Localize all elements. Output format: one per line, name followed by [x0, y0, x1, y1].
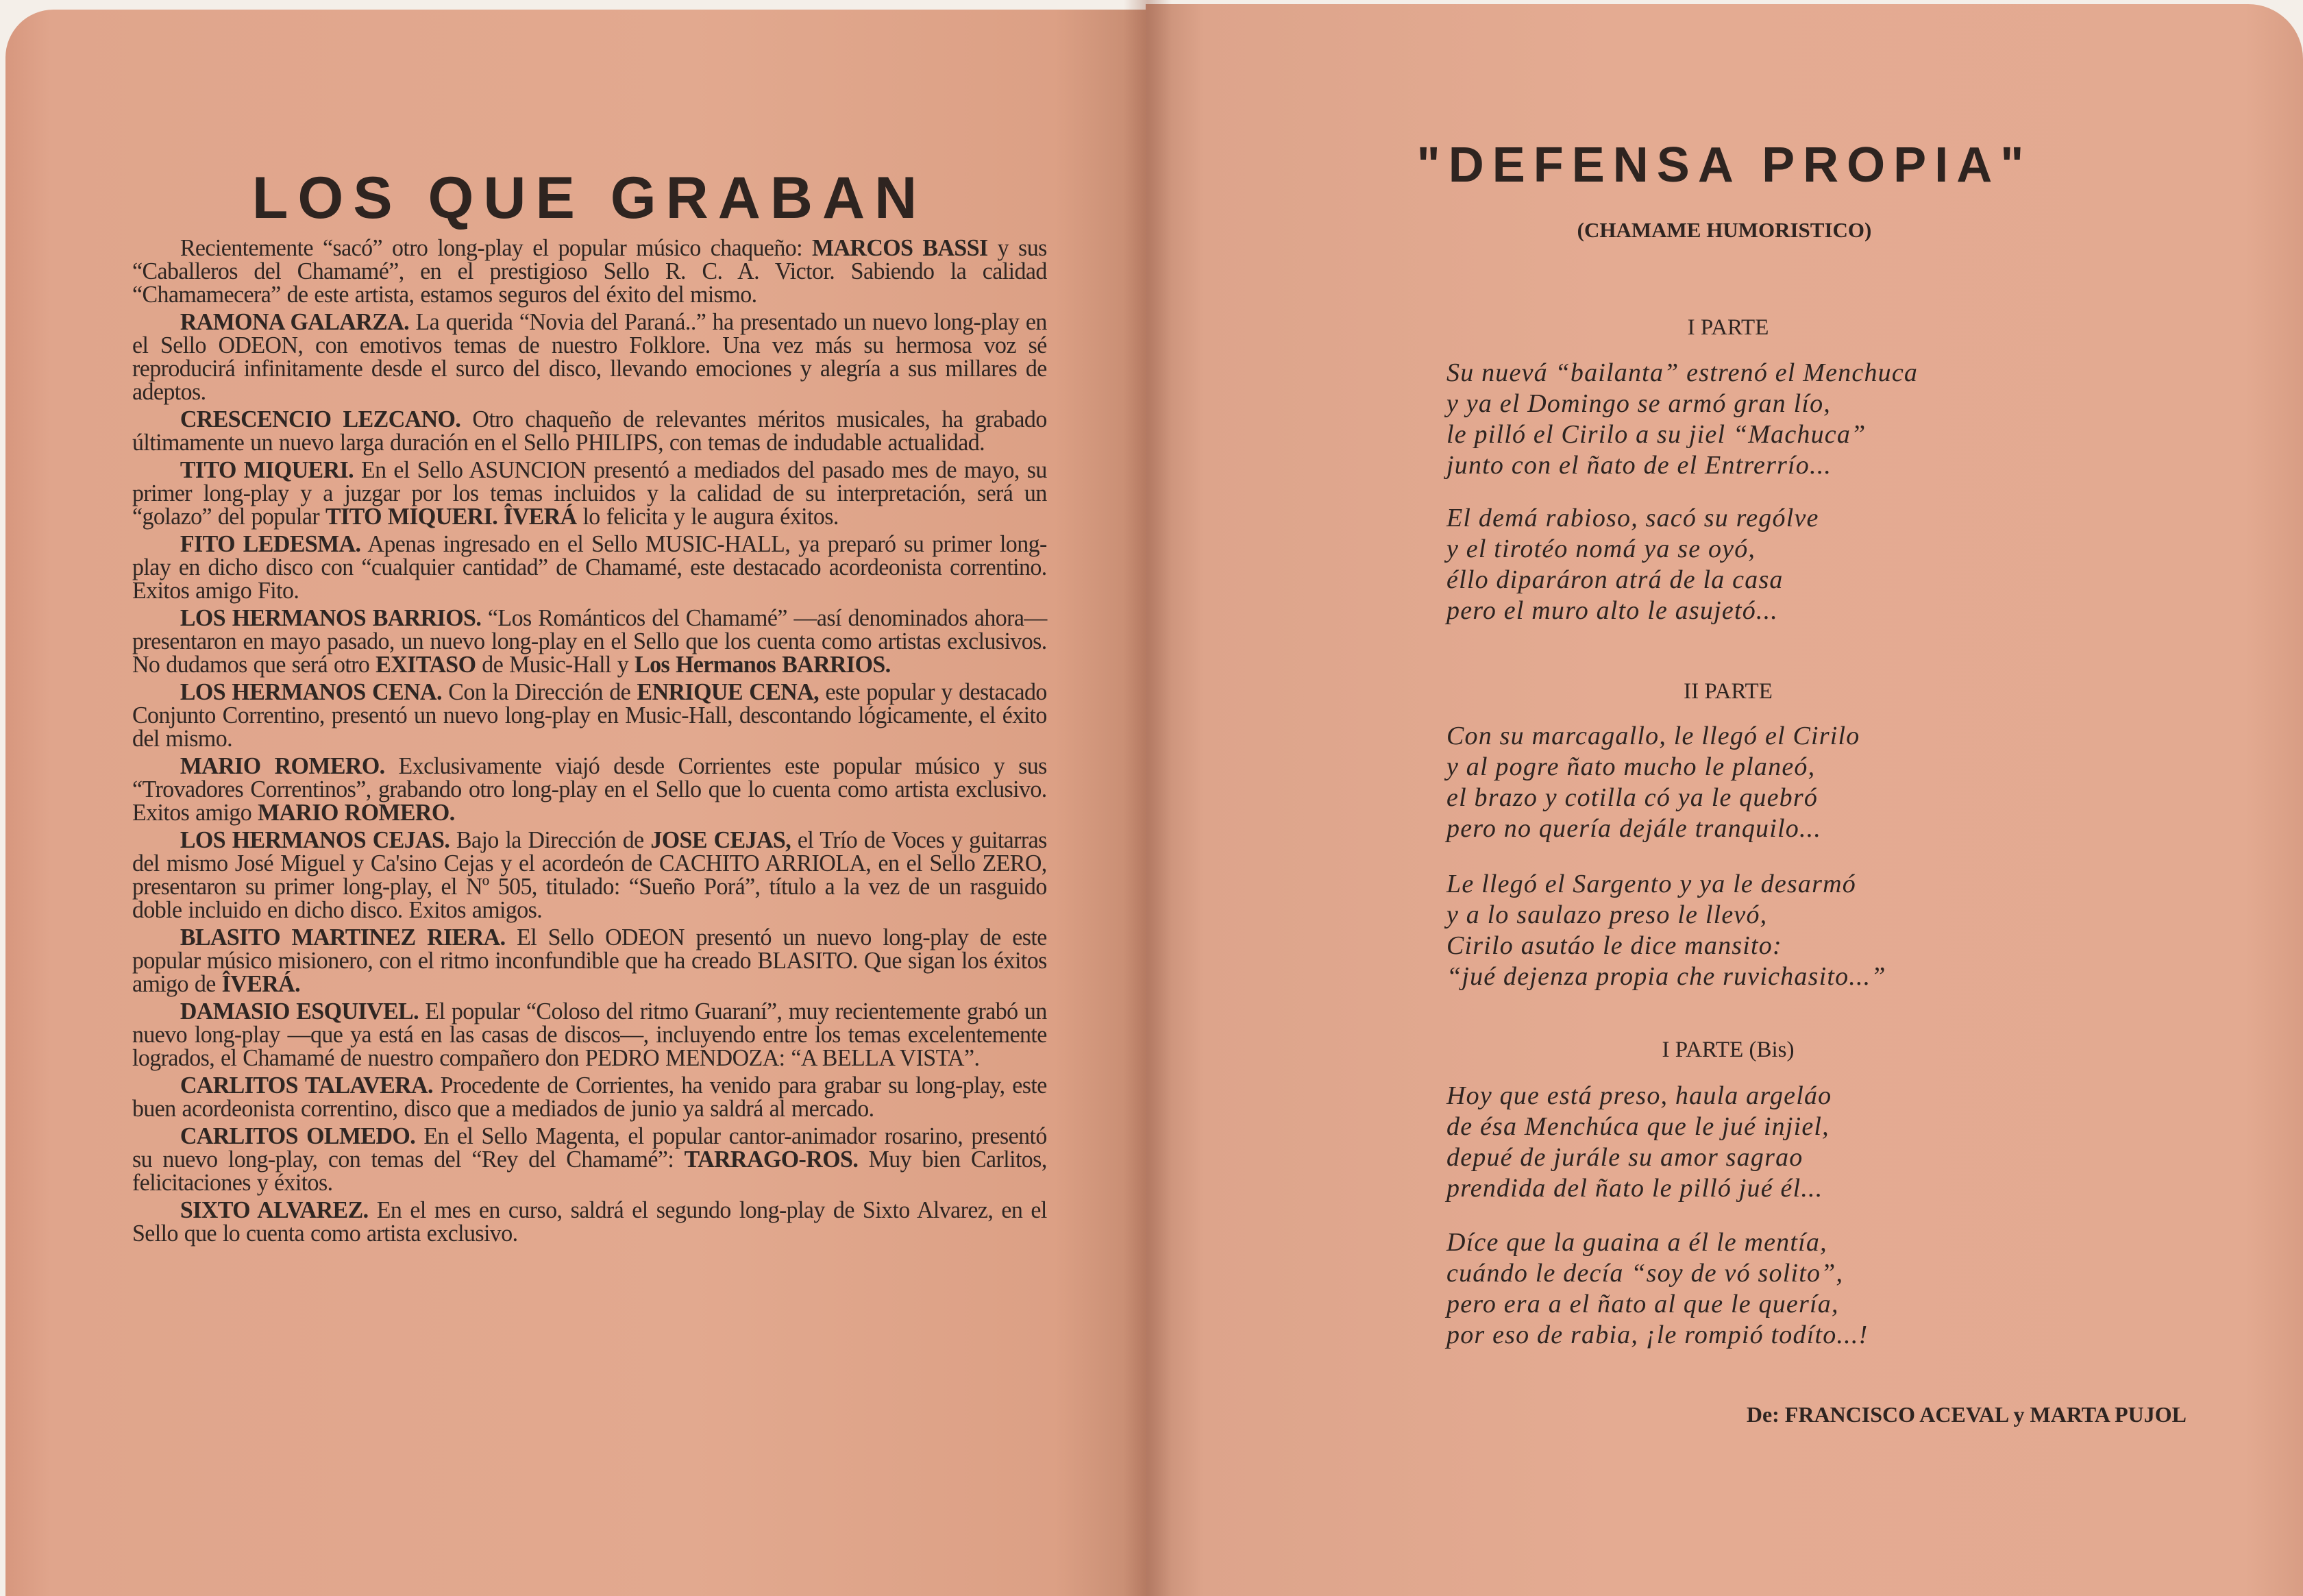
paragraph-text: y sus “Caballeros del Chamamé”, en el prestigioso Sello R. C. A. Victor. Sabiendo la calidad “Chamamecera” de este artista, estamos seguros del éxito del mismo.	[132, 234, 1047, 308]
bold-name: TITO MIQUERI.	[180, 456, 354, 483]
verse-line: y el tirotéo nomá ya se oyó,	[1446, 535, 1756, 563]
artist-paragraph	[132, 532, 1047, 602]
verse-line: “jué dejenza propia che ruvichasito...”	[1446, 962, 1886, 991]
verse-line: Cirilo asutáo le dice mansito:	[1446, 931, 1782, 960]
artist-paragraph	[132, 828, 1047, 922]
paragraph-text: Con la Dirección de	[441, 678, 637, 705]
bold-name: SIXTO ALVAREZ.	[180, 1196, 369, 1223]
section-heading: I PARTE (Bis)	[1662, 1038, 1795, 1062]
verse-line: por eso de rabia, ¡le rompió todíto...!	[1446, 1321, 1869, 1349]
bold-name: TARRAGO-ROS.	[684, 1146, 859, 1173]
verse-line: Hoy que está preso, haula argeláo	[1446, 1081, 1832, 1110]
stanza	[1446, 358, 1918, 481]
artist-paragraph	[132, 1196, 1047, 1247]
verse-line: y al pogre ñato mucho le planeó,	[1446, 752, 1816, 781]
paragraph-text: Apenas ingresado en el Sello MUSIC-HALL, ya preparó su primer long-play en dicho disco con “cualquier cantidad” de Chamamé, este destacado acordeonista correntino. Exitos amigo Fito.	[132, 530, 1047, 604]
verse-line: junto con el ñato de el Entrerrío...	[1446, 451, 1832, 480]
artist-paragraph	[132, 408, 1047, 454]
paragraph-text: Procedente de Corrientes, ha venido para grabar su long-play, este buen acordeonista correntino, disco que a mediados de junio ya saldrá al mercado.	[132, 1072, 1047, 1122]
bold-name: CARLITOS TALAVERA.	[180, 1072, 433, 1098]
verse-line: cuándo le decía “soy de vó solito”,	[1446, 1259, 1844, 1288]
artist-paragraph	[132, 1122, 1047, 1196]
artist-paragraph	[132, 1000, 1047, 1070]
bold-name: MARIO ROMERO.	[180, 752, 385, 779]
bold-name: ENRIQUE CENA,	[637, 678, 820, 705]
bold-name: CARLITOS OLMEDO.	[180, 1122, 416, 1149]
bold-name: FITO LEDESMA.	[180, 530, 361, 557]
paragraph-text: lo felicita y le augura éxitos.	[576, 503, 839, 530]
section-heading: I PARTE	[1687, 315, 1769, 340]
artist-paragraph	[132, 606, 1047, 676]
bold-name: BLASITO MARTINEZ RIERA.	[180, 924, 506, 950]
artist-paragraph	[132, 458, 1047, 528]
paragraph-text: el Trío de Voces y guitarras del mismo José Miguel y Ca'sino Cejas y el acordeón de CACHITO ARRIOLA, en el Sello ZERO, presentaron su primer long-play, el Nº 505, titulado: “Sueño Porá”, título a la vez de un rasguido doble incluido en dicho disco. Exitos amigos.	[132, 826, 1047, 923]
bold-name: DAMASIO ESQUIVEL.	[180, 998, 419, 1024]
paragraph-text: Bajo la Dirección de	[449, 826, 651, 853]
verse-line: le pilló el Cirilo a su jiel “Machuca”	[1446, 420, 1867, 449]
verse-line: el brazo y cotilla có ya le quebró	[1446, 783, 1819, 812]
paragraph-text: Exclusivamente viajó desde Corrientes este popular músico y sus “Trovadores Correntinos”, grabando otro long-play en el Sello que lo cuenta como artista exclusivo. Exitos amigo	[132, 752, 1047, 826]
stanza	[1446, 721, 1860, 844]
paragraph-text: El Sello ODEON presentó un nuevo long-play de este popular músico misionero, con el ritmo inconfundible que ha creado BLASITO. Que sigan los éxitos amigo de	[132, 924, 1047, 997]
bold-name: JOSE CEJAS,	[650, 826, 791, 853]
paragraph-text: “Los Románticos del Chamamé” —así denominados ahora— presentaron en mayo pasado, un nuevo long-play en el Sello que los cuenta como artistas exclusivos. No dudamos que será otro	[132, 604, 1047, 678]
left-page-title: LOS QUE GRABAN	[251, 165, 927, 231]
verse-line: pero el muro alto le asujetó...	[1446, 596, 1778, 625]
bold-name: RAMONA GALARZA.	[180, 308, 410, 335]
bold-name: LOS HERMANOS BARRIOS.	[180, 604, 482, 631]
stanza	[1446, 1227, 1868, 1351]
artist-paragraph	[132, 926, 1047, 996]
artist-paragraph	[132, 236, 1047, 306]
verse-line: de ésa Menchúca que le jué injiel,	[1446, 1112, 1830, 1141]
song-subtitle: (CHAMAME HUMORISTICO)	[1577, 218, 1872, 242]
song-title: "DEFENSA PROPIA"	[1416, 138, 2032, 193]
verse-line: Le llegó el Sargento y ya le desarmó	[1446, 870, 1856, 898]
song-credit: De: FRANCISCO ACEVAL y MARTA PUJOL	[1746, 1402, 2187, 1427]
paragraph-text: En el mes en curso, saldrá el segundo long-play de Sixto Alvarez, en el Sello que lo cuenta como artista exclusivo.	[132, 1196, 1047, 1247]
bold-name: CRESCENCIO LEZCANO.	[180, 406, 461, 432]
bold-name: MARIO ROMERO.	[257, 799, 455, 826]
verse-line: y a lo saulazo preso le llevó,	[1446, 900, 1768, 929]
verse-line: pero no quería dejále tranquilo...	[1446, 814, 1822, 843]
record-news-column	[132, 236, 1047, 1249]
stanza	[1446, 1081, 1832, 1204]
stanza	[1446, 503, 1819, 626]
paragraph-text: En el Sello Magenta, el popular cantor-animador rosarino, presentó su nuevo long-play, con temas del “Rey del Chamamé”:	[132, 1122, 1047, 1173]
bold-name: EXITASO	[375, 651, 476, 678]
verse-line: Díce que la guaina a él le mentía,	[1446, 1228, 1827, 1257]
stanza	[1446, 869, 1886, 992]
bold-name: LOS HERMANOS CEJAS.	[180, 826, 450, 853]
paragraph-text: este popular y destacado Conjunto Correntino, presentó un nuevo long-play en Music-Hall, descontando lógicamente, el éxito del mismo.	[132, 678, 1047, 752]
paragraph-text: Otro chaqueño de relevantes méritos musicales, ha grabado últimamente un nuevo larga duración en el Sello PHILIPS, con temas de indudable actualidad.	[132, 406, 1047, 456]
bold-name: MARCOS BASSI	[812, 234, 988, 261]
verse-line: pero era a el ñato al que le quería,	[1446, 1290, 1839, 1318]
bold-name: LOS HERMANOS CENA.	[180, 678, 442, 705]
bold-name: TITO MIQUERI. ÎVERÁ	[325, 503, 577, 530]
paragraph-text: La querida “Novia del Paraná..” ha presentado un nuevo long-play en el Sello ODEON, con emotivos temas de nuestro Folklore. Una vez más su hermosa voz sé reproducirá infinitamente desde el surco del disco, llevando emociones y alegría a sus millares de adeptos.	[132, 308, 1047, 405]
verse-line: y ya el Domingo se armó gran lío,	[1446, 389, 1831, 418]
paragraph-text: Recientemente “sacó” otro long-play el popular músico chaqueño:	[180, 234, 813, 261]
bold-name: ÎVERÁ.	[221, 970, 301, 997]
verse-line: Con su marcagallo, le llegó el Cirilo	[1446, 722, 1860, 750]
paragraph-text: Muy bien Carlitos, felicitaciones y éxitos.	[132, 1146, 1047, 1196]
artist-paragraph	[132, 1074, 1047, 1120]
artist-paragraph	[132, 310, 1047, 404]
artist-paragraph	[132, 754, 1047, 824]
verse-line: éllo diparáron atrá de la casa	[1446, 565, 1784, 594]
verse-line: Su nuevá “bailanta” estrenó el Menchuca	[1446, 358, 1919, 387]
bold-name: Los Hermanos BARRIOS.	[635, 651, 891, 678]
section-heading: II PARTE	[1684, 679, 1773, 704]
paragraph-text: de Music-Hall y	[476, 651, 635, 678]
verse-line: depué de jurále su amor sagrao	[1446, 1143, 1803, 1172]
artist-paragraph	[132, 680, 1047, 750]
paragraph-text: En el Sello ASUNCION presentó a mediados del pasado mes de mayo, su primer long-play y a juzgar por los temas incluidos y la calidad de su interpretación, será un “golazo” del popular	[132, 456, 1047, 530]
verse-line: El demá rabioso, sacó su rególve	[1446, 504, 1819, 532]
verse-line: prendida del ñato le pilló jué él...	[1446, 1174, 1823, 1203]
paragraph-text: El popular “Coloso del ritmo Guaraní”, muy recientemente grabó un nuevo long-play —que ya está en las casas de discos—, incluyendo entre los temas excelentemente logrados, el Chamamé de nuestro compañero don PEDRO MENDOZA: “A BELLA VISTA”.	[132, 998, 1047, 1071]
